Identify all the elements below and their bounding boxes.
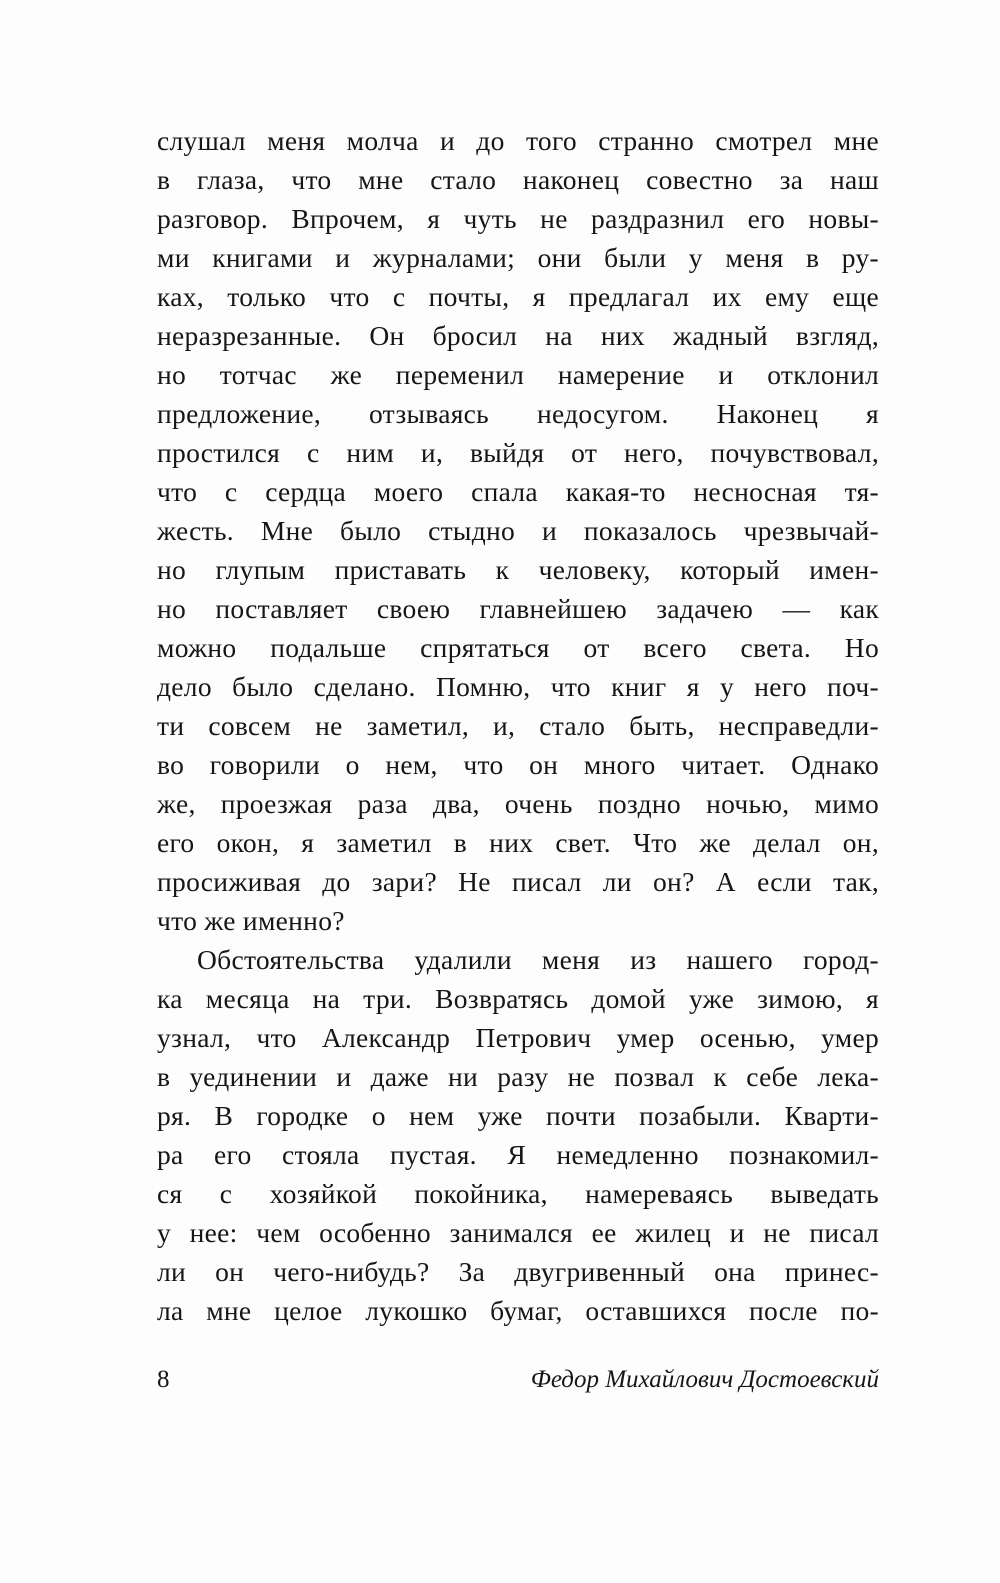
- text-line-paragraph-start: Обстоятельства удалили меня из нашего город-: [197, 944, 879, 975]
- text-line: жесть. Мне было стыдно и показалось чрезвычай-: [157, 515, 879, 546]
- text-line: ла мне целое лукошко бумаг, оставшихся после по-: [157, 1295, 879, 1326]
- text-line: дело было сделано. Помню, что книг я у него поч-: [157, 671, 879, 702]
- text-line-paragraph-end: что же именно?: [157, 905, 345, 936]
- text-line: ли он чего-нибудь? За двугривенный она принес-: [157, 1256, 879, 1287]
- text-line: можно подальше спрятаться от всего света. Но: [157, 632, 879, 663]
- text-line: предложение, отзываясь недосугом. Наконец я: [157, 398, 879, 429]
- text-line: ся с хозяйкой покойника, намереваясь выведать: [157, 1178, 879, 1209]
- text-line: в глаза, что мне стало наконец совестно за наш: [157, 164, 879, 195]
- text-line: неразрезанные. Он бросил на них жадный взгляд,: [157, 320, 879, 351]
- running-title-author: Федор Михайлович Достоевский: [530, 1366, 879, 1393]
- text-line: у нее: чем особенно занимался ее жилец и не писал: [157, 1217, 879, 1248]
- text-line: но тотчас же переменил намерение и отклонил: [157, 359, 879, 390]
- text-line: слушал меня молча и до того странно смотрел мне: [157, 125, 879, 156]
- text-line: но глупым приставать к человеку, который имен-: [157, 554, 879, 585]
- text-line: разговор. Впрочем, я чуть не раздразнил его новы-: [157, 203, 879, 234]
- text-line: простился с ним и, выйдя от него, почувствовал,: [157, 437, 879, 468]
- text-line: ти совсем не заметил, и, стало быть, несправедли-: [157, 710, 879, 741]
- text-line: же, проезжая раза два, очень поздно ночью, мимо: [157, 788, 879, 819]
- text-line: узнал, что Александр Петрович умер осенью, умер: [157, 1022, 879, 1053]
- text-line: ках, только что с почты, я предлагал их ему еще: [157, 281, 879, 312]
- text-line: в уединении и даже ни разу не позвал к себе лека-: [157, 1061, 879, 1092]
- text-line: ра его стояла пустая. Я немедленно познакомил-: [157, 1139, 879, 1170]
- text-line: его окон, я заметил в них свет. Что же делал он,: [157, 827, 879, 858]
- text-line: просиживая до зари? Не писал ли он? А если так,: [157, 866, 879, 897]
- page-text: [157, 121, 879, 1330]
- text-line: во говорили о нем, что он много читает. Однако: [157, 749, 879, 780]
- text-line: но поставляет своею главнейшею задачею — как: [157, 593, 879, 624]
- text-line: ря. В городке о нем уже почти позабыли. Кварти-: [157, 1100, 879, 1131]
- text-line: ми книгами и журналами; они были у меня в ру-: [157, 242, 879, 273]
- text-line: что с сердца моего спала какая-то несносная тя-: [157, 476, 879, 507]
- text-line: ка месяца на три. Возвратясь домой уже зимою, я: [157, 983, 879, 1014]
- page-footer: [157, 1366, 879, 1394]
- page-number: 8: [157, 1366, 170, 1393]
